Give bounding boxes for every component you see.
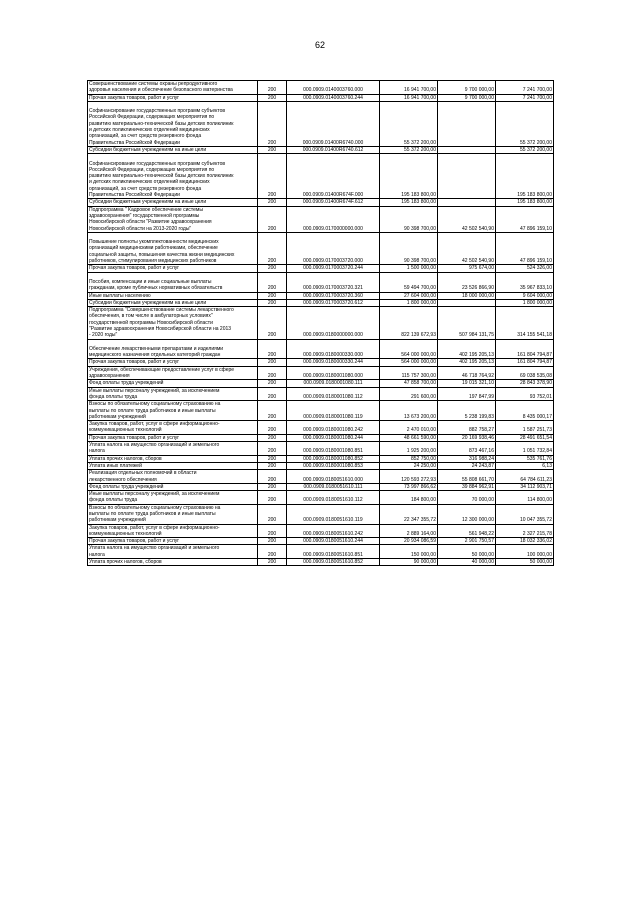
row-code-cell: 200 [258,199,287,206]
row-code-cell: 200 [258,442,287,456]
row-remaining-cell: 28 491 651,54 [496,434,554,441]
table-row [88,442,554,456]
row-code-cell: 200 [258,81,287,95]
row-approved-cell: 90 000,00 [380,559,438,566]
row-approved-cell: 1 500 000,00 [380,265,438,272]
table-row [88,504,554,524]
row-name-cell: Прочая закупка товаров, работ и услуг [88,538,258,545]
row-kbk-cell: 000.0909.0180001080.242 [287,421,380,435]
table-row [88,101,554,146]
row-code-cell: 200 [258,292,287,299]
row-kbk-cell: 000.0909.0170003720.321 [287,272,380,292]
row-kbk-cell: 000.0909.01400R6740.612 [287,146,380,153]
table-row [88,387,554,401]
row-code-cell: 200 [258,455,287,462]
row-code-cell: 200 [258,387,287,401]
table-row [88,366,554,380]
table-row [88,455,554,462]
row-kbk-cell: 000.0909.01400R674F.612 [287,199,380,206]
row-kbk-cell: 000.0909.0180001080.000 [287,366,380,380]
row-code-cell: 200 [258,545,287,559]
row-kbk-cell: 000.0909.0180000330.000 [287,339,380,359]
row-remaining-cell: 7 241 700,00 [496,94,554,101]
row-executed-cell: 12 300 000,00 [438,504,496,524]
row-remaining-cell: 524 326,00 [496,265,554,272]
row-kbk-cell: 000.0909.0170000000.000 [287,206,380,232]
row-remaining-cell: 64 784 611,23 [496,470,554,484]
table-row [88,154,554,199]
row-code-cell: 200 [258,421,287,435]
row-approved-cell: 184 800,00 [380,491,438,505]
row-approved-cell: 564 000 000,00 [380,359,438,366]
table-row [88,434,554,441]
row-remaining-cell: 55 372 200,00 [496,146,554,153]
table-row [88,483,554,490]
row-approved-cell: 291 600,00 [380,387,438,401]
row-kbk-cell: 000.0909.0180000330.244 [287,359,380,366]
row-kbk-cell: 000.0909.0170003720.360 [287,292,380,299]
row-kbk-cell: 000.0909.0180001080.111 [287,380,380,387]
row-remaining-cell: 535 761,76 [496,455,554,462]
row-remaining-cell: 2 327 215,78 [496,524,554,538]
row-kbk-cell: 000.0909.0180051610.111 [287,483,380,490]
row-code-cell: 200 [258,299,287,306]
row-name-cell: Обеспечение лекарственными препаратами и изделиями медицинского назначения отдельных категорий граждан [88,339,258,359]
table-row [88,94,554,101]
row-code-cell: 200 [258,524,287,538]
row-approved-cell: 55 372 200,00 [380,146,438,153]
table-row [88,401,554,421]
row-remaining-cell: 47 896 159,10 [496,232,554,264]
row-code-cell: 200 [258,265,287,272]
row-name-cell: Уплата иных платежей [88,462,258,469]
row-kbk-cell: 000.0909.01400R674F.000 [287,154,380,199]
row-executed-cell: 561 948,22 [438,524,496,538]
row-approved-cell: 120 593 272,93 [380,470,438,484]
row-kbk-cell: 000.0909.0180051610.112 [287,491,380,505]
row-remaining-cell: 50 000,00 [496,559,554,566]
row-remaining-cell: 1 587 251,73 [496,421,554,435]
row-executed-cell: 19 015 321,10 [438,380,496,387]
row-executed-cell: 24 243,87 [438,462,496,469]
row-name-cell: Фонд оплаты труда учреждений [88,380,258,387]
table-row [88,206,554,232]
row-name-cell: Закупка товаров, работ, услуг в сфере информационно- коммуникационных технологий [88,421,258,435]
row-executed-cell: 18 000 000,00 [438,292,496,299]
row-kbk-cell: 000.0909.0170003720.000 [287,232,380,264]
row-name-cell: Софинансирование государственных программ субъектов Российской Федерации, содержащих мероприятия по развитию материально-технической базы детских поликлиник и детских поликлинических отделений медицинских организаций, за счет средств резервного фонда Правительства Российской Федерации [88,101,258,146]
row-kbk-cell: 000.0909.0170003720.244 [287,265,380,272]
table-row [88,359,554,366]
table-row [88,146,554,153]
table-row [88,470,554,484]
row-remaining-cell: 7 241 700,00 [496,81,554,95]
table-row [88,559,554,566]
row-executed-cell: 23 526 866,90 [438,272,496,292]
row-name-cell: Подпрограмма "Совершенствование системы лекарственного обеспечения, в том числе в амбулаторных условиях" государственной программы Новосибирской области "Развитие здравоохранения Новосибирской области на 2013 - 2020 годы" [88,307,258,339]
row-remaining-cell: 195 183 800,00 [496,154,554,199]
row-kbk-cell: 000.0909.0180001080.112 [287,387,380,401]
row-name-cell: Субсидии бюджетным учреждениям на иные цели [88,146,258,153]
row-name-cell: Прочая закупка товаров, работ и услуг [88,434,258,441]
row-name-cell: Взносы по обязательному социальному страхованию на выплаты по оплате труда работников и иные выплаты работникам учреждений [88,504,258,524]
row-approved-cell: 16 941 700,00 [380,81,438,95]
row-approved-cell: 822 139 672,93 [380,307,438,339]
row-remaining-cell: 34 112 903,71 [496,483,554,490]
row-name-cell: Взносы по обязательному социальному страхованию на выплаты по оплате труда работников и иные выплаты работникам учреждений [88,401,258,421]
row-approved-cell: 195 183 800,00 [380,199,438,206]
row-executed-cell: 20 169 938,46 [438,434,496,441]
row-name-cell: Прочая закупка товаров, работ и услуг [88,94,258,101]
row-executed-cell: 70 000,00 [438,491,496,505]
row-kbk-cell: 000.0909.0180001080.853 [287,462,380,469]
row-remaining-cell: 10 047 355,72 [496,504,554,524]
row-code-cell: 200 [258,434,287,441]
row-name-cell: Закупка товаров, работ, услуг в сфере информационно- коммуникационных технологий [88,524,258,538]
row-approved-cell: 852 750,00 [380,455,438,462]
row-approved-cell: 55 372 200,00 [380,101,438,146]
row-approved-cell: 20 934 086,59 [380,538,438,545]
row-code-cell: 200 [258,272,287,292]
row-name-cell: Иные выплаты персоналу учреждений, за исключением фонда оплаты труда [88,491,258,505]
row-approved-cell: 90 398 700,00 [380,206,438,232]
row-executed-cell: 9 700 000,00 [438,81,496,95]
table-row [88,491,554,505]
row-name-cell: Субсидии бюджетным учреждениям на иные цели [88,299,258,306]
row-executed-cell: 873 467,16 [438,442,496,456]
row-code-cell: 200 [258,307,287,339]
row-code-cell: 200 [258,483,287,490]
row-remaining-cell: 1 800 000,00 [496,299,554,306]
row-name-cell: Уплата налога на имущество организаций и земельного налога [88,442,258,456]
table-row [88,380,554,387]
row-approved-cell: 564 000 000,00 [380,339,438,359]
row-code-cell: 200 [258,94,287,101]
row-remaining-cell: 35 967 833,10 [496,272,554,292]
row-kbk-cell: 000.0909.0180051610.244 [287,538,380,545]
row-remaining-cell: 314 155 541,18 [496,307,554,339]
row-code-cell: 200 [258,462,287,469]
row-kbk-cell: 000.0909.0180051610.119 [287,504,380,524]
budget-table-body [88,81,554,566]
row-kbk-cell: 000.0909.0180001080.852 [287,455,380,462]
row-code-cell: 200 [258,401,287,421]
table-row [88,81,554,95]
row-code-cell: 200 [258,339,287,359]
row-name-cell: Повышение полноты укомплектованности медицинских организаций медицинскими работниками, обеспечение социальной защиты, повышения качества жизни медицинских работников, стимулирования медицинских работников [88,232,258,264]
row-executed-cell: 316 988,24 [438,455,496,462]
row-remaining-cell: 1 051 732,84 [496,442,554,456]
table-row [88,545,554,559]
row-code-cell: 200 [258,470,287,484]
row-code-cell: 200 [258,491,287,505]
row-approved-cell: 13 673 200,00 [380,401,438,421]
table-row [88,265,554,272]
row-executed-cell: 39 884 962,91 [438,483,496,490]
row-executed-cell [438,146,496,153]
row-approved-cell: 150 000,00 [380,545,438,559]
row-remaining-cell: 18 032 336,02 [496,538,554,545]
row-remaining-cell: 28 843 378,90 [496,380,554,387]
row-name-cell: Субсидии бюджетным учреждениям на иные цели [88,199,258,206]
row-approved-cell: 27 604 000,00 [380,292,438,299]
table-row [88,232,554,264]
row-executed-cell: 46 718 764,92 [438,366,496,380]
row-executed-cell: 402 195 205,13 [438,359,496,366]
row-approved-cell: 90 398 700,00 [380,232,438,264]
row-code-cell: 200 [258,146,287,153]
row-remaining-cell: 69 038 535,08 [496,366,554,380]
row-remaining-cell: 161 804 794,87 [496,359,554,366]
row-remaining-cell: 114 800,00 [496,491,554,505]
row-code-cell: 200 [258,154,287,199]
row-kbk-cell: 000.0909.0180001080.119 [287,401,380,421]
row-code-cell: 200 [258,366,287,380]
row-code-cell: 200 [258,559,287,566]
row-code-cell: 200 [258,380,287,387]
row-approved-cell: 1 925 200,00 [380,442,438,456]
row-kbk-cell: 000.0909.0140003760.244 [287,94,380,101]
row-approved-cell: 47 858 700,00 [380,380,438,387]
row-kbk-cell: 000.0909.0170003720.612 [287,299,380,306]
row-executed-cell: 882 758,27 [438,421,496,435]
row-remaining-cell: 55 372 200,00 [496,101,554,146]
row-name-cell: Иные выплаты населению [88,292,258,299]
row-executed-cell [438,101,496,146]
budget-table [87,80,554,566]
table-row [88,339,554,359]
row-code-cell: 200 [258,359,287,366]
row-approved-cell: 59 494 700,00 [380,272,438,292]
row-kbk-cell: 000.0909.0180051610.851 [287,545,380,559]
row-remaining-cell: 47 896 159,10 [496,206,554,232]
row-name-cell: Софинансирование государственных программ субъектов Российской Федерации, содержащих мероприятия по развитию материально-технической базы детских поликлиник и детских поликлинических отделений медицинских организаций, за счет средств резервного фонда Правительства Российской Федерации [88,154,258,199]
row-approved-cell: 73 997 866,62 [380,483,438,490]
row-remaining-cell: 6,13 [496,462,554,469]
row-code-cell: 200 [258,206,287,232]
row-approved-cell: 24 250,00 [380,462,438,469]
row-approved-cell: 16 941 700,00 [380,94,438,101]
row-approved-cell: 2 470 010,00 [380,421,438,435]
row-kbk-cell: 000.0909.0140003760.000 [287,81,380,95]
row-approved-cell: 195 183 800,00 [380,154,438,199]
row-executed-cell: 9 700 000,00 [438,94,496,101]
row-remaining-cell: 100 000,00 [496,545,554,559]
table-row [88,307,554,339]
row-name-cell: Уплата прочих налогов, сборов [88,455,258,462]
row-kbk-cell: 000.0909.0180000000.000 [287,307,380,339]
table-row [88,299,554,306]
page-number: 62 [314,40,325,50]
row-remaining-cell: 195 183 800,00 [496,199,554,206]
row-approved-cell: 115 757 300,00 [380,366,438,380]
row-executed-cell [438,154,496,199]
row-code-cell: 200 [258,232,287,264]
row-name-cell: Реализация отдельных полномочий в области лекарственного обеспечения [88,470,258,484]
row-executed-cell: 40 000,00 [438,559,496,566]
row-executed-cell: 5 238 199,83 [438,401,496,421]
row-executed-cell: 55 808 661,70 [438,470,496,484]
row-code-cell: 200 [258,538,287,545]
table-row [88,272,554,292]
row-approved-cell: 22 347 355,72 [380,504,438,524]
row-name-cell: Совершенствование системы охраны репродуктивного здоровья населения и обеспечение безопасного материнства [88,81,258,95]
row-kbk-cell: 000.0909.0180051610.852 [287,559,380,566]
row-name-cell: Фонд оплаты труда учреждений [88,483,258,490]
table-row [88,462,554,469]
table-row [88,538,554,545]
row-executed-cell [438,199,496,206]
row-approved-cell: 48 661 590,00 [380,434,438,441]
row-executed-cell: 2 901 750,57 [438,538,496,545]
row-name-cell: Пособия, компенсации и иные социальные выплаты гражданам, кроме публичных нормативных обязательств [88,272,258,292]
row-executed-cell: 42 502 540,90 [438,206,496,232]
row-approved-cell: 1 800 000,00 [380,299,438,306]
table-row [88,292,554,299]
row-executed-cell: 507 984 131,75 [438,307,496,339]
table-row [88,199,554,206]
row-remaining-cell: 9 604 000,00 [496,292,554,299]
row-executed-cell: 197 847,99 [438,387,496,401]
row-executed-cell: 402 195 205,13 [438,339,496,359]
row-name-cell: Уплата прочих налогов, сборов [88,559,258,566]
row-name-cell: Прочая закупка товаров, работ и услуг [88,265,258,272]
row-name-cell: Прочая закупка товаров, работ и услуг [88,359,258,366]
row-name-cell: Уплата налога на имущество организаций и земельного налога [88,545,258,559]
row-executed-cell: 42 502 540,90 [438,232,496,264]
row-kbk-cell: 000.0909.0180001080.851 [287,442,380,456]
table-row [88,524,554,538]
row-remaining-cell: 8 435 000,17 [496,401,554,421]
table-row [88,421,554,435]
row-executed-cell: 975 674,00 [438,265,496,272]
row-code-cell: 200 [258,504,287,524]
row-kbk-cell: 000.0909.01400R6740.000 [287,101,380,146]
row-name-cell: Подпрограмма " Кадровое обеспечение системы здравоохранения" государственной программы Новосибирской области "Развитие здравоохранения Новосибирской области на 2013-2020 годы" [88,206,258,232]
row-executed-cell [438,299,496,306]
row-remaining-cell: 161 804 794,87 [496,339,554,359]
row-name-cell: Иные выплаты персоналу учреждений, за исключением фонда оплаты труда [88,387,258,401]
row-remaining-cell: 93 752,01 [496,387,554,401]
row-code-cell: 200 [258,101,287,146]
row-approved-cell: 2 889 164,00 [380,524,438,538]
row-kbk-cell: 000.0909.0180051610.000 [287,470,380,484]
row-kbk-cell: 000.0909.0180051610.242 [287,524,380,538]
row-executed-cell: 50 000,00 [438,545,496,559]
row-name-cell: Учреждения, обеспечивающие предоставление услуг в сфере здравоохранения [88,366,258,380]
row-kbk-cell: 000.0909.0180001080.244 [287,434,380,441]
